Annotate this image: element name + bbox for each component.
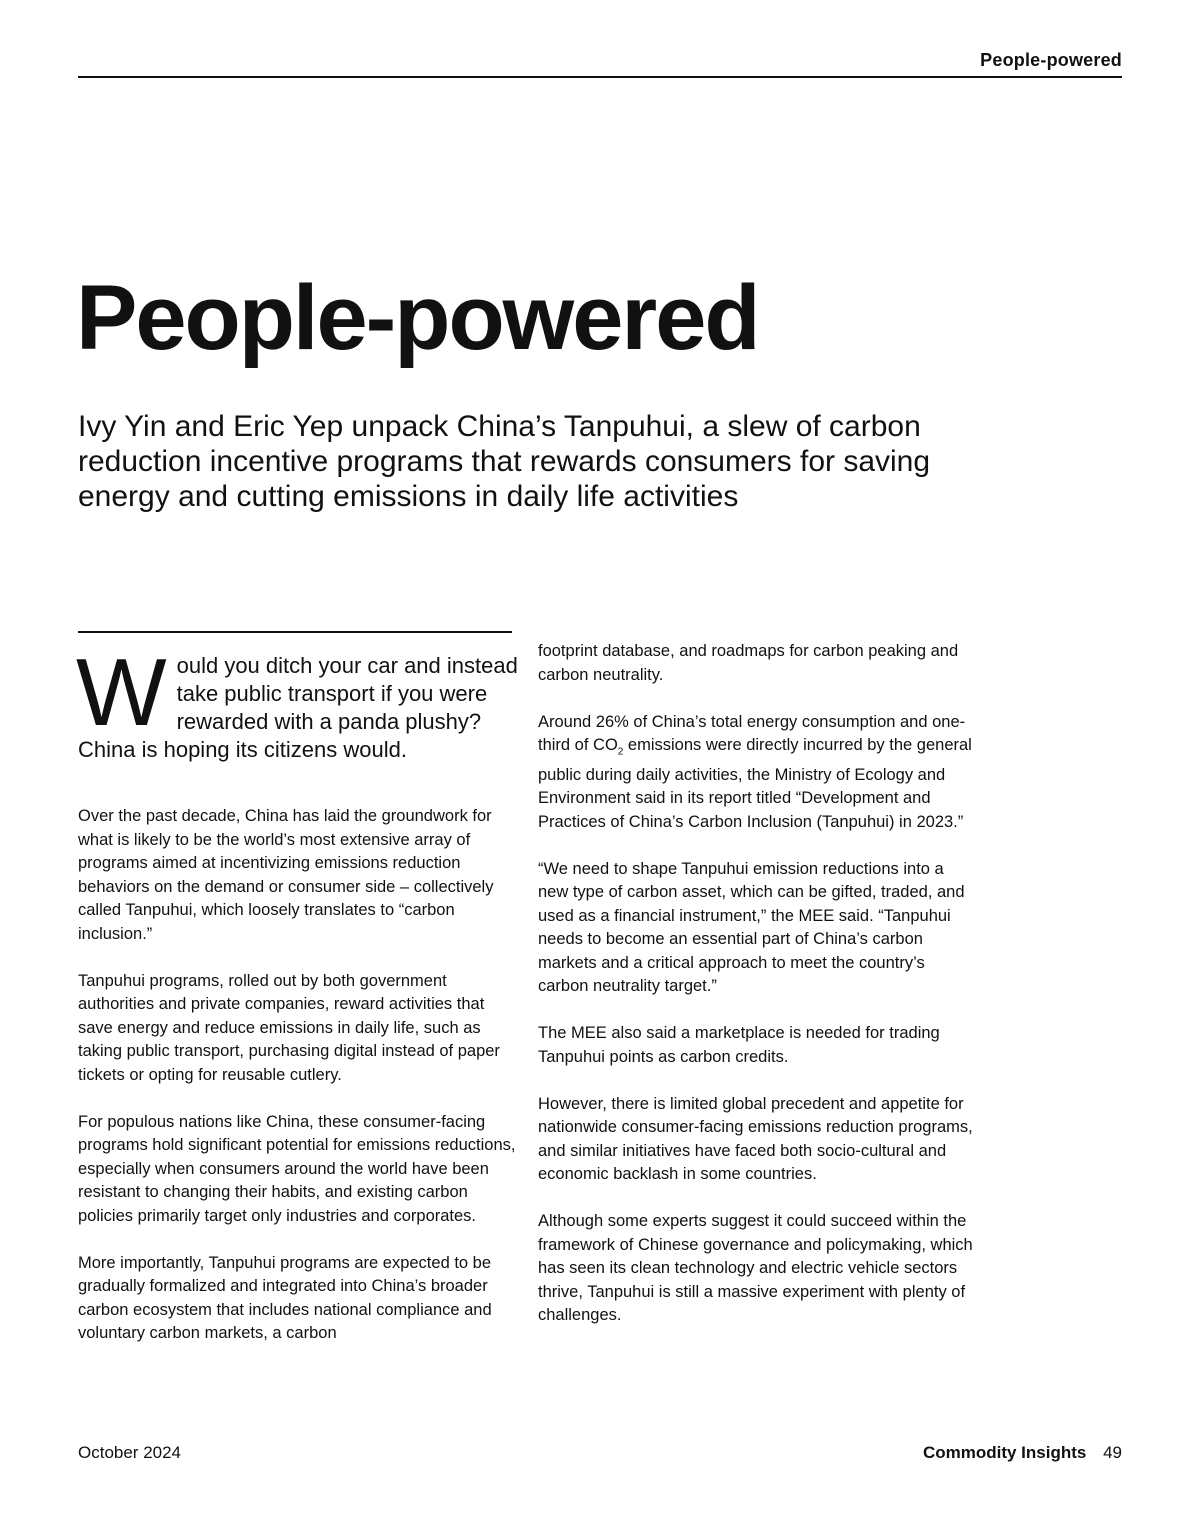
lede-text: ould you ditch your car and instead take public transport if you were rewarded with a panda plushy? China is hoping its citizens would. <box>78 653 518 762</box>
paragraph: Although some experts suggest it could succeed within the framework of Chinese governance and policymaking, which has seen its clean technology and electric vehicle sectors thrive, Tanpuhui is still a massive experiment with plenty of challenges. <box>538 1212 973 1325</box>
column-rule <box>78 631 512 633</box>
paragraph: Over the past decade, China has laid the groundwork for what is likely to be the world’s most extensive array of programs aimed at incentivizing emissions reduction behaviors on the demand or consumer side – collectively called Tanpuhui, which loosely translates to “carbon inclusion.” <box>78 807 494 943</box>
drop-cap: W <box>76 639 167 746</box>
paragraph: footprint database, and roadmaps for carbon peaking and carbon neutrality. <box>538 642 959 684</box>
paragraph: The MEE also said a marketplace is needed for trading Tanpuhui points as carbon credits. <box>538 1024 940 1066</box>
running-head: People-powered <box>980 50 1122 70</box>
article-deck: Ivy Yin and Eric Yep unpack China’s Tanpuhui, a slew of carbon reduction incentive programs that rewards consumers for saving energy and cutting emissions in daily life activities <box>78 410 931 513</box>
co2-subscript: 2 <box>617 746 624 758</box>
paragraph: However, there is limited global precedent and appetite for nationwide consumer-facing emissions reduction programs, and similar initiatives have faced both socio-cultural and economic backlash in some countries. <box>538 1094 973 1184</box>
paragraph: For populous nations like China, these consumer-facing programs hold significant potential for emissions reductions, especially when consumers around the world have been resistant to changing their habits, and existing carbon policies primarily target only industries and corporates. <box>78 1112 516 1225</box>
footer-date: October 2024 <box>78 1443 182 1462</box>
paragraph: “We need to shape Tanpuhui emission reductions into a new type of carbon asset, which can be gifted, traded, and used as a financial instrument,” the MEE said. “Tanpuhui needs to become an essential part of China’s carbon markets and a critical approach to meet the country’s carbon neutrality target.” <box>538 859 965 996</box>
left-column <box>78 805 518 1369</box>
right-column <box>538 640 978 1351</box>
page-number: 49 <box>1103 1443 1122 1462</box>
paragraph-co2 <box>538 711 978 835</box>
footer-publication-info <box>923 1443 1122 1463</box>
footer-publication: Commodity Insights <box>922 1443 1087 1462</box>
paragraph-part: Around 26% of China’s total energy consumption and one-third of CO <box>538 712 966 754</box>
paragraph-part: emissions were directly incurred by the general public during daily activities, the Ministry of Ecology and Environment said in its report titled “Development and Practices of China’s Carbon Inclusion (Tanpuhui) in 2023.” <box>538 736 972 831</box>
paragraph: More importantly, Tanpuhui programs are expected to be gradually formalized and integrated into China’s broader carbon ecosystem that includes national compliance and voluntary carbon markets, a carbon <box>78 1253 492 1342</box>
lede <box>76 639 518 764</box>
article-title: People-powered <box>76 267 759 369</box>
paragraph: Tanpuhui programs, rolled out by both government authorities and private companies, reward activities that save energy and reduce emissions in daily life, such as taking public transport, purchasing digital instead of paper tickets or opting for reusable cutlery. <box>78 971 500 1084</box>
header-rule <box>78 76 1122 78</box>
